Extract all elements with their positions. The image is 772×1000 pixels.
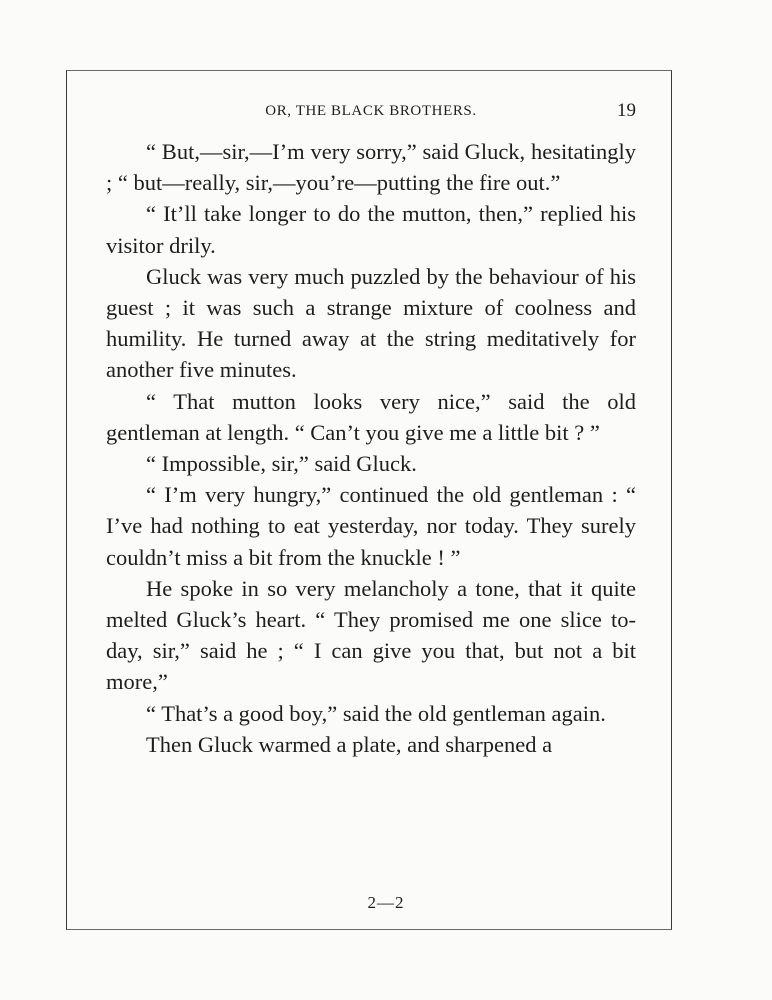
running-head [106, 100, 636, 124]
paragraph: “ But,—sir,—I’m very sorry,” said Gluck, hesitatingly ; “ but—really, sir,—you’re—putting the fire out.” [106, 139, 636, 196]
body-text [106, 136, 636, 760]
paragraph: Gluck was very much puzzled by the behaviour of his guest ; it was such a strange mixture of coolness and humility. He turned away at the string meditatively for another five minutes. [106, 263, 636, 383]
paragraph: Then Gluck warmed a plate, and sharpened a [146, 731, 553, 757]
paragraph: “ That mutton looks very nice,” said the old gentleman at length. “ Can’t you give me a little bit ? ” [106, 388, 636, 445]
paragraph: “ It’ll take longer to do the mutton, then,” replied his visitor drily. [106, 201, 636, 258]
running-title: OR, THE BLACK BROTHERS. [265, 103, 477, 119]
paragraph: “ I’m very hungry,” continued the old gentleman : “ I’ve had nothing to eat yesterday, nor today. They surely couldn’t miss a bit from the knuckle ! ” [106, 482, 636, 570]
paragraph: He spoke in so very melancholy a tone, that it quite melted Gluck’s heart. “ They promised me one slice to-day, sir,” said he ; “ I can give you that, but not a bit more,” [106, 575, 636, 695]
paragraph: “ That’s a good boy,” said the old gentleman again. [146, 700, 606, 726]
signature-mark: 2—2 [367, 893, 405, 912]
page-number: 19 [617, 100, 636, 121]
paragraph: “ Impossible, sir,” said Gluck. [146, 451, 417, 477]
